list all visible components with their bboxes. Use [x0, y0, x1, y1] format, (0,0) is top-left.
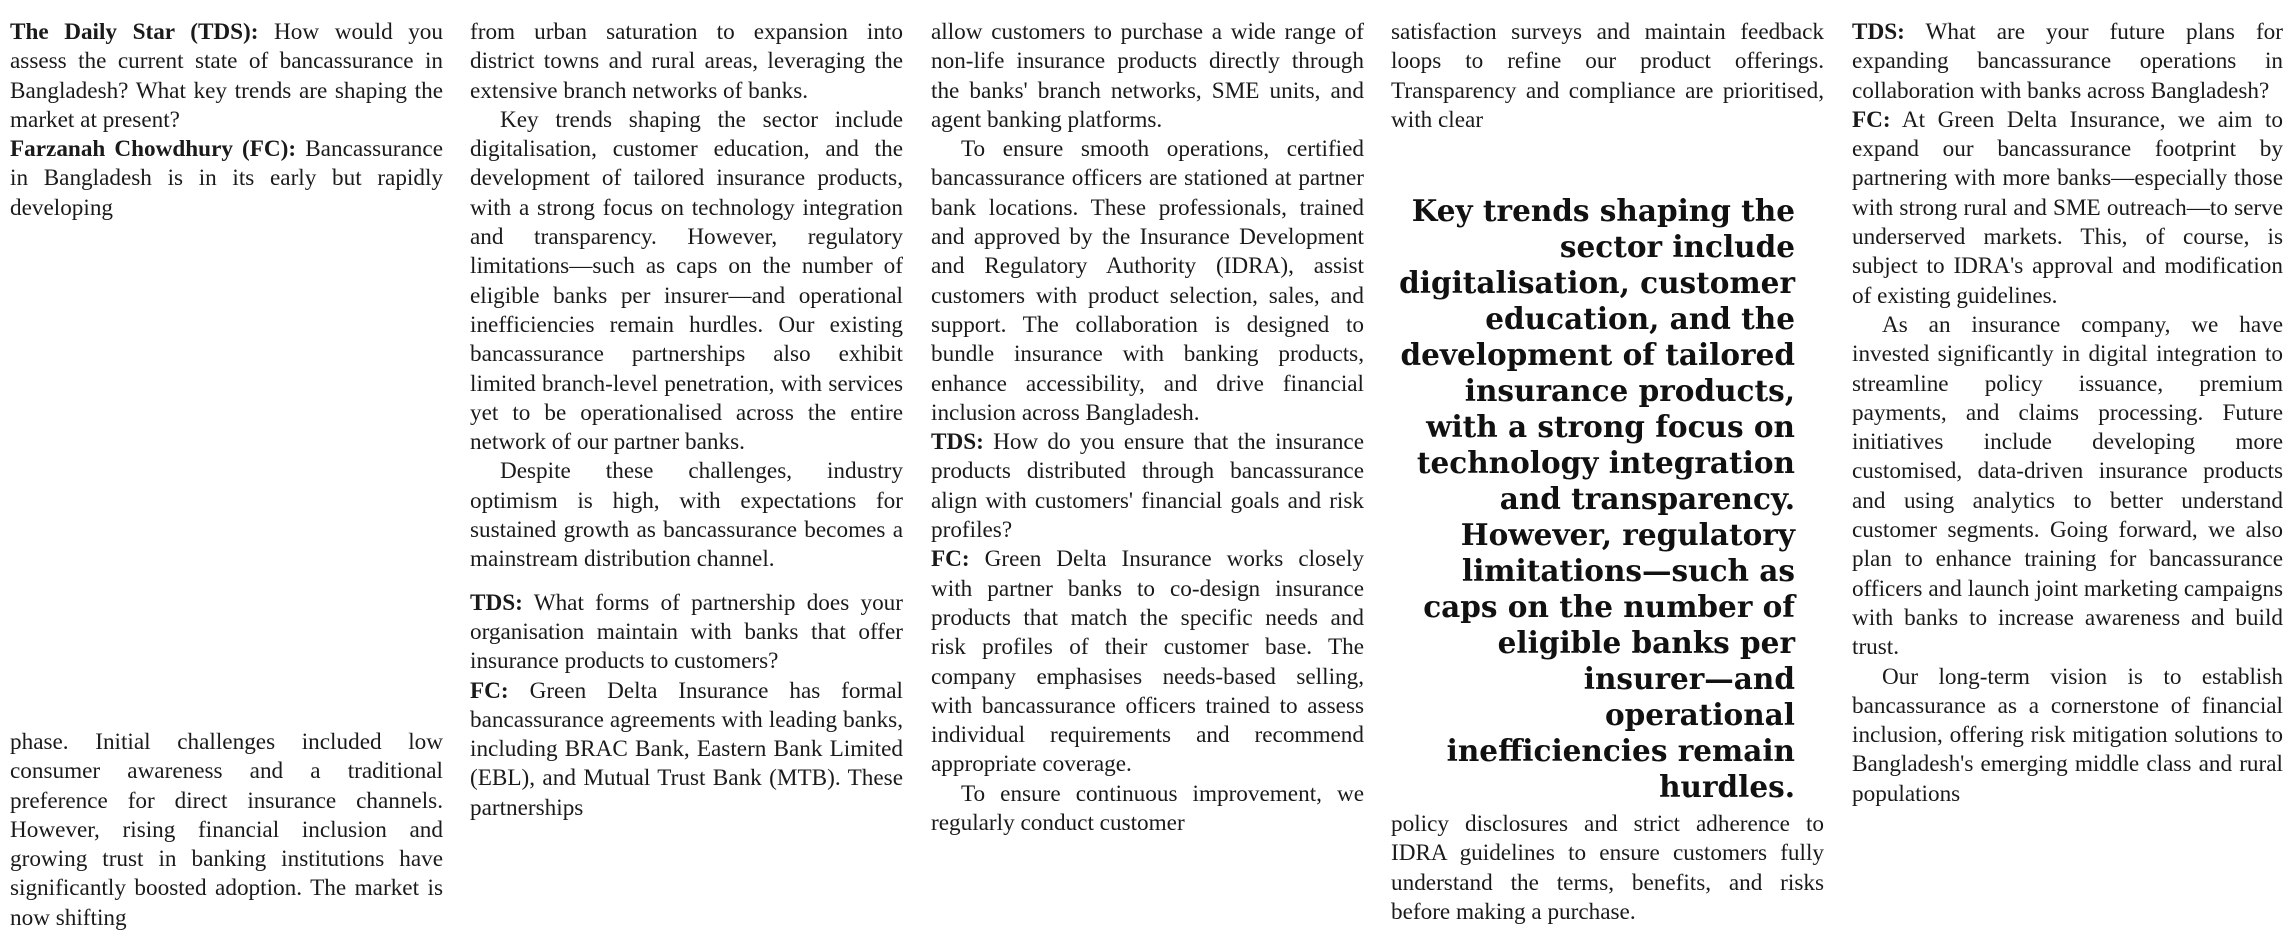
question-4: [1852, 18, 2283, 106]
answer-label: FC:: [931, 546, 970, 573]
question-label: TDS:: [1852, 19, 1905, 45]
paragraph: As an insurance company, we have invested significantly in digital integration to streamline policy issuance, premium payments, and claims processing. Future initiatives include developing more customised, data-driven insurance products and using analytics to better understand customer segments. Going forward, we also plan to enhance training for bancassurance officers and launch joint marketing campaigns with banks to increase awareness and build trust.: [1852, 311, 2283, 661]
question-text: How do you ensure that the insurance products distributed through bancassurance align with customers' financial goals and risk profiles?: [931, 429, 1364, 544]
column-4-bottom: [1391, 810, 1824, 927]
paragraph: from urban saturation to expansion into district towns and rural areas, leveraging the extensive branch networks of banks.: [470, 19, 903, 104]
answer-text: Green Delta Insurance works closely with partner banks to co-design insurance products that match the specific needs and risk profiles of their customer base. The company emphasises needs-based selling, with bancassurance officers trained to assess individual requirements and recommend appropriate coverage.: [931, 546, 1364, 778]
column-2: [470, 18, 903, 823]
answer-text: Green Delta Insurance has formal bancassurance agreements with leading banks, including BRAC Bank, Eastern Bank Limited (EBL), and Mutual Trust Bank (MTB). These partnerships: [470, 677, 903, 821]
column-4: [1391, 18, 1824, 135]
answer-label: FC:: [1852, 106, 1891, 133]
column-3: [931, 18, 1364, 838]
paragraph: phase. Initial challenges included low consumer awareness and a traditional preference for direct insurance channels. However, rising financial inclusion and growing trust in banking institutions have significantly boosted adoption. The market is now shifting: [10, 729, 443, 931]
paragraph: To ensure continuous improvement, we regularly conduct customer: [931, 780, 1364, 837]
answer-label: FC:: [470, 677, 509, 704]
column-1: [10, 18, 443, 223]
paragraph: Key trends shaping the sector include digitalisation, customer education, and the development of tailored insurance products, with a strong focus on technology integration and transparency. However, regulatory limitations—such as caps on the number of eligible banks per insurer—and operational inefficiencies remain hurdles. Our existing bancassurance partnerships also exhibit limited branch-level penetration, with services yet to be operationalised across the entire network of our partner banks.: [470, 106, 903, 456]
answer-3: [931, 545, 1364, 779]
pull-quote: Key trends shaping the sector include digitalisation, customer education, and the development of tailored insurance products, with a strong focus on technology integration and transparency. However, regulatory limitations—such as caps on the number of eligible banks per insurer—and operational inefficiencies remain hurdles.: [1399, 193, 1795, 804]
question-label: The Daily Star (TDS):: [10, 19, 259, 45]
paragraph: Despite these challenges, industry optimism is high, with expectations for sustained growth as bancassurance becomes a mainstream distribution channel.: [470, 458, 903, 573]
answer-1: [10, 135, 443, 223]
paragraph: To ensure smooth operations, certified bancassurance officers are stationed at partner bank locations. These professionals, trained and approved by the Insurance Development and Regulatory Authority (IDRA), assist customers with product selection, sales, and support. The collaboration is designed to bundle insurance with banking products, enhance accessibility, and drive financial inclusion across Bangladesh.: [931, 136, 1364, 426]
question-text: How would you assess the current state of bancassurance in Bangladesh? What key trends are shaping the market at present?: [10, 19, 443, 133]
column-1-bottom: [10, 728, 443, 933]
answer-label: Farzanah Chowdhury (FC):: [10, 136, 297, 163]
answer-text: Bancassurance in Bangladesh is in its early but rapidly developing: [10, 136, 443, 221]
paragraph: satisfaction surveys and maintain feedback loops to refine our product offerings. Transparency and compliance are prioritised, with clear: [1391, 19, 1824, 133]
answer-text: At Green Delta Insurance, we aim to expand our bancassurance footprint by partnering with more banks—especially those with strong rural and SME outreach—to serve underserved markets. This, of course, is subject to IDRA's approval and modification of existing guidelines.: [1852, 106, 2283, 309]
paragraph: Our long-term vision is to establish bancassurance as a cornerstone of financial inclusion, offering risk mitigation solutions to Bangladesh's emerging middle class and rural populations: [1852, 663, 2283, 807]
answer-4: [1852, 106, 2283, 311]
column-5: [1852, 18, 2283, 809]
question-1: [10, 18, 443, 135]
question-label: TDS:: [931, 429, 984, 456]
paragraph: allow customers to purchase a wide range of non-life insurance products directly through the banks' branch networks, SME units, and agent banking platforms.: [931, 19, 1364, 133]
question-text: What are your future plans for expanding bancassurance operations in collaboration with banks across Bangladesh?: [1852, 19, 2283, 104]
question-text: What forms of partnership does your organisation maintain with banks that offer insurance products to customers?: [470, 589, 903, 675]
paragraph: policy disclosures and strict adherence to IDRA guidelines to ensure customers fully understand the terms, benefits, and risks before making a purchase.: [1391, 811, 1824, 925]
answer-2: [470, 677, 903, 823]
question-3: [931, 428, 1364, 545]
question-label: TDS:: [470, 589, 523, 616]
question-2: [470, 589, 903, 677]
